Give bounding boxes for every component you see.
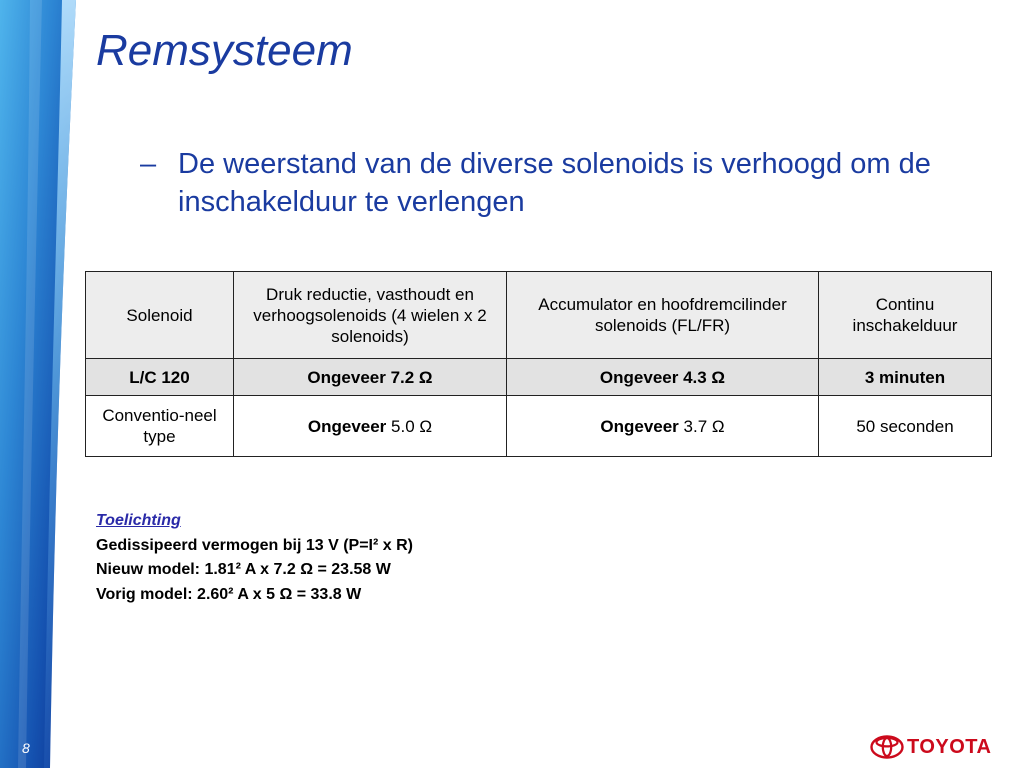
bullet-dash: –	[140, 148, 157, 180]
cell-bold-label: Ongeveer	[600, 416, 679, 436]
bullet-text: De weerstand van de diverse solenoids is verhoogd om de inschakelduur te verlengen	[178, 148, 931, 218]
cell-value: 3.7 Ω	[683, 416, 725, 436]
notes-heading: Toelichting	[96, 512, 181, 529]
toyota-logo	[870, 733, 1015, 761]
table-cell	[234, 396, 507, 457]
notes-line: Vorig model: 2.60² A x 5 Ω = 33.8 W	[96, 585, 362, 603]
notes-line: Gedissipeerd vermogen bij 13 V (P=I² x R)	[96, 536, 413, 554]
notes-line: Nieuw model: 1.81² A x 7.2 Ω = 23.58 W	[96, 561, 391, 578]
table-cell: 50 seconden	[819, 396, 992, 457]
table-cell: Conventio-neel type	[86, 396, 234, 457]
table-header-row	[86, 272, 992, 359]
notes-block	[96, 509, 413, 607]
toyota-emblem-icon	[870, 735, 904, 759]
header-cell: Solenoid	[86, 272, 234, 359]
cell-value: 5.0 Ω	[391, 416, 433, 436]
header-cell: Continu inschakelduur	[819, 272, 992, 359]
table-cell: Ongeveer 7.2 Ω	[234, 359, 507, 396]
table-cell: 3 minuten	[819, 359, 992, 396]
page-number: 8	[22, 740, 30, 756]
table-cell: L/C 120	[86, 359, 234, 396]
slide-title: Remsysteem	[96, 26, 353, 75]
cell-bold-label: Ongeveer	[307, 416, 387, 436]
table-row	[86, 396, 992, 457]
header-cell: Accumulator en hoofdremcilinder solenoids (FL/FR)	[507, 272, 819, 359]
table-cell	[507, 396, 819, 457]
header-cell: Druk reductie, vasthoudt en verhoogsolenoids (4 wielen x 2 solenoids)	[234, 272, 507, 359]
solenoid-table	[85, 271, 992, 457]
table-cell: Ongeveer 4.3 Ω	[507, 359, 819, 396]
logo-wordmark: TOYOTA	[907, 735, 992, 758]
left-decorative-band	[0, 0, 80, 768]
table-row	[86, 359, 992, 396]
